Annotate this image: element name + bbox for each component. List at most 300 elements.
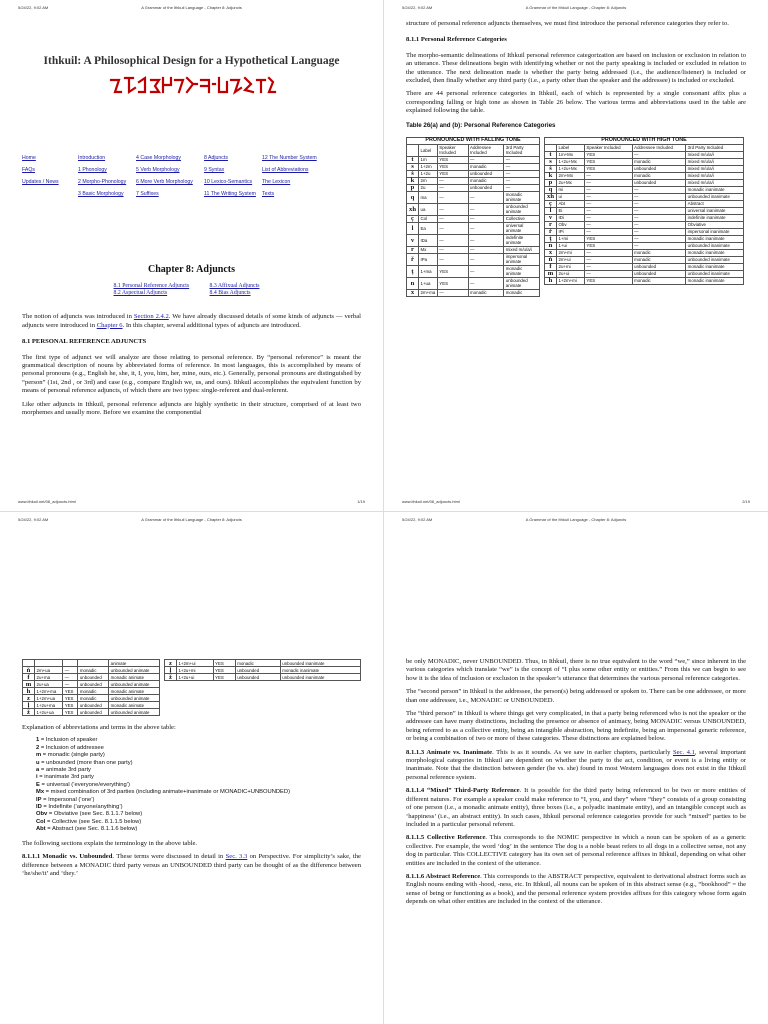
table-cell: — — [584, 228, 632, 235]
table-cell: — — [584, 207, 632, 214]
table-cell: 2m+ui — [557, 256, 585, 263]
affix-consonant: h — [545, 277, 557, 284]
table-row — [23, 667, 160, 674]
nav-link-verb-morphology[interactable]: 5 Verb Morphology — [136, 167, 180, 173]
table-cell: monadic — [78, 667, 109, 674]
table-cell: ui — [557, 193, 585, 200]
table-row — [407, 156, 540, 163]
table-cell: YES — [584, 165, 632, 172]
abbreviation-key: E — [36, 781, 40, 788]
header-title: A Grammar of the Ithkuil Language - Chapter 8: Adjuncts — [525, 5, 627, 10]
footer-url: www.ithkuil.net/08_adjuncts.html — [18, 499, 76, 504]
section-heading-8-1-1: 8.1.1 Personal Reference Categories — [406, 36, 507, 44]
col-header: Addressee Included — [468, 144, 504, 156]
col-header: Addressee Included — [632, 144, 686, 151]
abbreviation-item — [36, 760, 361, 767]
table-row — [23, 688, 160, 695]
nav-link-syntax[interactable]: 9 Syntax — [204, 167, 225, 173]
table-cell: IDi — [557, 214, 585, 221]
table-cell: — — [632, 214, 686, 221]
paragraph: The “third person” in Ithkuil is where things get very complicated, in that a party being referenced who is not the speaker or the addressee can have many distinctions, including the presence or absence of animacy, being MONADIC versus UNBOUNDED, being referred to as a collective entity, being an intangible abstraction, being indefinite, being an impersonal generic reference, or being a combination of two or more of these categories. These distinctions are explained below. — [406, 710, 746, 743]
table-cell: — — [437, 246, 468, 253]
table-cell: monadic inanimate — [686, 277, 744, 284]
text: on Perspective. For simplicity’s sake, the difference between a MONADIC third party versus an UNBOUNDED third party can be thought of as the difference between ‘he/she/it’ and ‘they.’ — [22, 853, 361, 877]
table-row — [407, 246, 540, 253]
table-cell: — — [504, 177, 540, 184]
header-date: 5/24/22, 9:02 AM — [402, 5, 433, 10]
affix-consonant: p — [407, 184, 419, 191]
section-8-1-1-6 — [406, 873, 746, 907]
table-row — [545, 256, 744, 263]
document-page-1 — [0, 0, 384, 512]
affix-consonant: k — [545, 172, 557, 179]
table-cell: YES — [437, 265, 468, 277]
table-row — [545, 158, 744, 165]
table-row — [545, 172, 744, 179]
table-cell: — — [468, 246, 504, 253]
table-cell: — — [63, 667, 78, 674]
abbreviation-list — [36, 737, 361, 833]
table-cell: — — [437, 234, 468, 246]
affix-consonant: v — [545, 214, 557, 221]
table-cell: Ei — [557, 207, 585, 214]
table-cell: — — [632, 200, 686, 207]
text: . This corresponds to the ABSTRACT perspective, equivalent to derivational abstract forms such as English nouns ending with -hood, -ness, etc. In Ithkuil, all nouns can be spoken of in this abstract sense (e.g., “bookhood” = the sense of being or functioning as a book), and the personal reference system provides affixes for this category whose form again depends on what other entities are included in the context of the utterance. — [406, 872, 746, 906]
affix-consonant: ř — [407, 253, 419, 265]
affix-consonant: ž — [164, 674, 176, 681]
section-8-1-1-4 — [406, 787, 746, 829]
affix-consonant: z — [164, 660, 176, 667]
table-cell: YES — [213, 660, 235, 667]
table-cell: monadic — [632, 249, 686, 256]
abbreviation-item — [36, 789, 361, 796]
table-cell: unbounded inanimate — [280, 660, 360, 667]
table-cell: — — [584, 221, 632, 228]
table-row — [545, 221, 744, 228]
table-cell: — — [468, 156, 504, 163]
nav-link-adjuncts[interactable]: 8 Adjuncts — [204, 155, 228, 161]
table-cell: — — [63, 681, 78, 688]
table-cell: 1m+Mx — [557, 151, 585, 158]
affix-consonant: ţ — [407, 265, 419, 277]
table-cell: mixed m/u/a/i — [686, 165, 744, 172]
table-cell: 1+ma — [419, 265, 438, 277]
table-cell: unbounded — [78, 681, 109, 688]
table-cell: IDa — [419, 234, 438, 246]
col-header: 3rd Party Included — [504, 144, 540, 156]
table-cell: 2m+mi — [557, 249, 585, 256]
table-row — [23, 702, 160, 709]
table-cell: — — [632, 151, 686, 158]
text: . It is possible for the third party being referenced to be two or more entities of different natures. For example a speaker could make reference to “I, you, and they” where “they” consists of a group consisting of one person (i.e., a monadic animate entity), three boxes (i.e., a polyadic inanimate entity), and an intangible concept such as ‘happiness’ (i.e., an abstract entity). In such cases, Ithkuil personal reference categories provide for such “mixed” parties to be included in a particular personal referent. — [406, 787, 747, 828]
table-cell: monadic — [78, 688, 109, 695]
page-footer — [402, 499, 750, 505]
site-title: Ithkuil: A Philosophical Design for a Hypothetical Language — [43, 55, 340, 67]
table-cell: — — [632, 207, 686, 214]
abbreviation-definition: = unbounded (more than one party) — [39, 759, 133, 766]
page-1-body — [22, 266, 361, 422]
toc-link-8-2[interactable]: 8.2 Aspectual Adjuncts — [113, 290, 168, 297]
affix-consonant: n — [407, 277, 419, 289]
nav-link-phonology[interactable]: 1 Phonology — [78, 167, 107, 173]
table-row — [23, 660, 160, 667]
tables-row — [406, 137, 746, 297]
table-row — [545, 186, 744, 193]
chapter-title: Chapter 8: Adjuncts — [147, 264, 236, 275]
sec-4-1-link[interactable]: Sec. 4.1 — [672, 748, 695, 756]
affix-consonant: v — [407, 234, 419, 246]
table-cell: 1+2u+ua — [35, 709, 63, 716]
page-number: 2/19 — [742, 499, 750, 504]
table-cell: 1+2m+ma — [35, 688, 63, 695]
table-cell: impersonal animate — [504, 253, 540, 265]
affix-consonant: n — [545, 242, 557, 249]
table-cell: monadic — [504, 289, 540, 296]
nav-link-updates[interactable]: Updates / News — [22, 179, 59, 185]
nav-link-lexico-semantics[interactable]: 10 Lexico-Semantics — [204, 179, 253, 185]
abbreviation-item — [36, 745, 361, 752]
table-cell — [78, 660, 109, 667]
abbreviation-item — [36, 804, 361, 811]
table-cell: 2u — [419, 184, 438, 191]
chapter-6-link[interactable]: Chapter 6 — [96, 321, 123, 329]
sec-3-3-link[interactable]: Sec. 3.3 — [225, 853, 248, 861]
table-title-falling: PRONOUNCED WITH FALLING TONE — [407, 137, 540, 144]
table-cell: — — [584, 249, 632, 256]
toc-link-8-1[interactable]: 8.1 Personal Reference Adjuncts — [113, 283, 190, 290]
table-cell: unbounded — [235, 667, 280, 674]
table-cell: unbounded — [632, 179, 686, 186]
page-4-body — [406, 658, 746, 912]
table-cell: Abstract — [686, 200, 744, 207]
nav-link-basic-morphology[interactable]: 3 Basic Morphology — [78, 191, 124, 197]
header-date: 5/24/22, 9:02 AM — [402, 517, 433, 522]
table-row — [407, 215, 540, 222]
paragraph: structure of personal reference adjuncts themselves, we must first introduce the personal reference categories they refer to. — [406, 20, 729, 27]
table-row — [545, 228, 744, 235]
table-row — [545, 193, 744, 200]
table-cell: monadic — [632, 256, 686, 263]
table-cell: monadic — [632, 277, 686, 284]
table-header-row — [407, 144, 540, 156]
table-cell: mixed m/u/a/i — [686, 158, 744, 165]
table-row — [545, 249, 744, 256]
table-cell: — — [504, 156, 540, 163]
table-cell: — — [584, 214, 632, 221]
table-cell: IPa — [419, 253, 438, 265]
table-cell: monadic animate — [109, 674, 160, 681]
table-cell: — — [437, 222, 468, 234]
footer-url: www.ithkuil.net/08_adjuncts.html — [402, 499, 460, 504]
table-cell: — — [584, 200, 632, 207]
col-header: Speaker Included — [584, 144, 632, 151]
table-cell: 1+2u+ui — [176, 674, 213, 681]
table-cell: — — [584, 193, 632, 200]
nav-link-abbreviations[interactable]: List of Abbreviations — [262, 167, 309, 173]
paragraph: The “second person” in Ithkuil is the addressee, the person(s) being addressed or spoken to. There can be one addressee, or more than one addressee, i.e., MONADIC or UNBOUNDED. — [406, 688, 746, 704]
table-cell: YES — [213, 667, 235, 674]
table-26b-continued — [164, 659, 361, 681]
table-cell: YES — [213, 674, 235, 681]
section-2-4-2-link[interactable]: Section 2.4.2 — [133, 313, 169, 321]
table-cell: — — [468, 277, 504, 289]
nav-link-faqs[interactable]: FAQs — [22, 167, 35, 173]
page-header — [402, 517, 750, 523]
abbreviation-key: m — [36, 752, 42, 759]
chapter-toc — [22, 283, 361, 297]
nav-link-lexicon[interactable]: The Lexicon — [262, 179, 291, 185]
table-row — [407, 289, 540, 296]
table-row — [545, 277, 744, 284]
table-cell: 2u+ui — [557, 270, 585, 277]
table-cell: animate — [109, 660, 160, 667]
abbreviation-key: Col — [36, 818, 46, 825]
affix-consonant: q — [407, 191, 419, 203]
nav-link-suffixes[interactable]: 7 Suffixes — [136, 191, 159, 197]
affix-consonant: ļ — [23, 702, 35, 709]
table-cell: — — [437, 191, 468, 203]
table-cell: 2m+Mx — [557, 172, 585, 179]
table-cell: YES — [584, 235, 632, 242]
affix-consonant: ň — [23, 667, 35, 674]
affix-consonant: l — [407, 222, 419, 234]
abbreviation-key: 1 — [36, 737, 40, 744]
page-header — [18, 5, 365, 11]
section-heading-8-1-1-6: 8.1.1.6 Abstract Reference — [406, 872, 481, 880]
text: . This is as it sounds. As we saw in earlier chapters, particularly — [492, 748, 673, 756]
table-cell: 2m+ua — [35, 667, 63, 674]
abbreviation-key: u — [36, 759, 40, 766]
table-row — [545, 165, 744, 172]
abbreviation-item — [36, 752, 361, 759]
table-row — [407, 184, 540, 191]
site-navigation — [22, 155, 362, 197]
table-row — [23, 674, 160, 681]
table-cell: — — [504, 184, 540, 191]
table-row — [407, 222, 540, 234]
section-8-1-1-3 — [406, 749, 746, 783]
document-page-2 — [384, 0, 768, 512]
section-8-1-1-1 — [22, 853, 361, 878]
table-cell: mixed m/u/a/i — [686, 172, 744, 179]
table-row — [545, 151, 744, 158]
abbreviation-key: Obv — [36, 811, 48, 818]
header-date: 5/24/22, 9:02 AM — [18, 5, 49, 10]
affix-consonant: s — [545, 158, 557, 165]
table-cell: YES — [437, 277, 468, 289]
affix-consonant: p — [545, 179, 557, 186]
nav-link-writing-system[interactable]: 11 The Writing System — [204, 191, 256, 197]
table-cell: — — [437, 177, 468, 184]
table-caption: Table 26(a) and (b): Personal Reference Categories — [406, 121, 556, 129]
nav-link-introduction[interactable]: Introduction — [78, 155, 106, 161]
table-cell: unbounded inanimate — [686, 242, 744, 249]
toc-link-8-4[interactable]: 8.4 Bias Adjuncts — [209, 290, 251, 297]
table-cell: — — [584, 172, 632, 179]
table-cell: monadic — [632, 172, 686, 179]
table-cell: mixed m/u/a/i — [686, 179, 744, 186]
table-cell: monadic — [78, 695, 109, 702]
abbreviation-definition: = Obviative (see Sec. 8.1.1.7 below) — [47, 811, 143, 818]
section-heading-8-1: 8.1 PERSONAL REFERENCE ADJUNCTS — [22, 338, 147, 346]
col-header — [545, 144, 557, 151]
table-header-row — [545, 144, 744, 151]
abbreviation-key: Abt — [36, 826, 46, 833]
header-title: A Grammar of the Ithkuil Language - Chapter 8: Adjuncts — [141, 517, 242, 522]
table-cell: — — [584, 256, 632, 263]
table-cell: mixed m/u/a/i — [504, 246, 540, 253]
table-cell: monadic — [235, 660, 280, 667]
table-cell: — — [437, 184, 468, 191]
intro-text-a: The notion of adjuncts was introduced in — [22, 313, 134, 321]
document-page-3 — [0, 512, 384, 1024]
table-cell: 1+mi — [557, 235, 585, 242]
nav-link-number-system[interactable]: 12 The Number System — [262, 155, 317, 161]
table-cell: YES — [437, 170, 468, 177]
toc-link-8-3[interactable]: 8.3 Affixual Adjuncts — [209, 283, 260, 290]
table-cell: monadic inanimate — [686, 249, 744, 256]
table-cell: IPi — [557, 228, 585, 235]
paragraph: be only MONADIC, never UNBOUNDED. Thus, in Ithkuil, there is no true equivalent to the word “we,” since inherent in the various categories which translate “we” is the concept of “I plus some other entity or entities.” From this we can begin to see how it is the idea of inclusion or exclusion in the speaker’s utterance that determines the various personal reference categories. — [406, 658, 746, 682]
abbreviation-definition: = inanimate 3rd party — [37, 774, 94, 781]
table-cell: YES — [63, 695, 78, 702]
table-cell: YES — [63, 688, 78, 695]
table-cell: 2m — [419, 177, 438, 184]
affix-consonant: k — [407, 177, 419, 184]
table-row — [545, 179, 744, 186]
col-header: 3rd Party Included — [686, 144, 744, 151]
page-2-body — [406, 20, 746, 297]
table-row — [407, 163, 540, 170]
abbreviation-definition: = mixed combination of 3rd parties (including animate+inanimate or MONADIC+UNBOUNDED) — [44, 789, 291, 796]
nav-link-morpho-phonology[interactable]: 2 Morpho-Phonology — [78, 179, 127, 185]
intro-text-b: . We have already discussed details of some kinds of adjuncts — verbal adjuncts were introduced in — [22, 313, 361, 329]
affix-consonant: ç — [407, 215, 419, 222]
table-cell: 1+2m+ua — [35, 695, 63, 702]
table-cell: YES — [584, 151, 632, 158]
table-row — [407, 177, 540, 184]
table-cell: unbounded animate — [109, 709, 160, 716]
affix-consonant: x — [545, 249, 557, 256]
table-cell: monadic animate — [504, 191, 540, 203]
abbreviation-key: ID — [36, 804, 42, 811]
table-cell: unbounded — [632, 270, 686, 277]
table-cell: monadic inanimate — [686, 186, 744, 193]
table-cell: mixed m/u/a/i — [686, 151, 744, 158]
affix-consonant: m — [545, 270, 557, 277]
table-cell: universal animate — [504, 222, 540, 234]
col-header: Label — [419, 144, 438, 156]
table-cell: unbounded inanimate — [280, 674, 360, 681]
table-cell: unbounded animate — [504, 203, 540, 215]
table-cell: YES — [584, 277, 632, 284]
table-cell: 1m — [419, 156, 438, 163]
table-cell: — — [468, 215, 504, 222]
nav-spacer — [22, 191, 78, 197]
abbreviation-item — [36, 737, 361, 744]
table-cell: unbounded — [235, 674, 280, 681]
table-cell: impersonal inanimate — [686, 228, 744, 235]
table-cell: unbounded — [468, 184, 504, 191]
section-heading-8-1-1-1: 8.1.1.1 Monadic vs. Unbounded — [22, 853, 113, 861]
col-header: Speaker Included — [437, 144, 468, 156]
affix-consonant: f — [23, 674, 35, 681]
paragraph: The morpho-semantic delineations of Ithkuil personal reference categorization are based on inclusion or exclusion in relation to an utterance. These delineations begin with identifying whether or not the party speaking is included or excluded in relation to the utterance. The next delineation made is whether the party being addressed (i.e., the audience/listener) is included or excluded, then finally whether any third party (i.e., a party other than the speaker and the addressee) is included or excluded. — [406, 51, 746, 85]
abbreviation-definition: = Indefinite (‘anyone/anything’) — [41, 804, 123, 811]
table-cell: monadic — [468, 289, 504, 296]
table-cell: unbounded inanimate — [686, 256, 744, 263]
abbreviation-key: a — [36, 767, 40, 774]
table-row — [164, 667, 360, 674]
abbreviation-definition: = Impersonal (‘one’) — [41, 796, 95, 803]
table-cell: monadic — [632, 158, 686, 165]
table-cell: unbounded animate — [504, 277, 540, 289]
text: . This corresponds to the NOMIC perspective in which a noun can be spoken of as a generic collective. For example, the word ‘dog’ in the sentence The dog is a noble beast refers to all dogs in a collective sense, not any dog in particular. This COLLECTIVE category has its own set of personal reference affixes in Ithkuil, depending on what other entities are included in the context of the utterance. — [406, 834, 746, 867]
header-date: 5/24/22, 9:02 AM — [18, 517, 49, 522]
affix-consonant: t — [545, 151, 557, 158]
table-cell: unbounded animate — [109, 667, 160, 674]
table-cell: Abt — [557, 200, 585, 207]
table-cell: — — [632, 186, 686, 193]
nav-link-texts[interactable]: Texts — [262, 191, 275, 197]
table-cell: monadic — [468, 177, 504, 184]
abbreviation-definition: = Inclusion of speaker — [39, 737, 98, 744]
table-cell: — — [468, 191, 504, 203]
ithkuil-script-logo — [107, 74, 277, 96]
affix-consonant: ř — [545, 228, 557, 235]
affix-consonant: ç — [545, 200, 557, 207]
nav-link-home[interactable]: Home — [22, 155, 36, 161]
table-cell: 1+2m+ui — [176, 660, 213, 667]
table-cell: Obviative — [686, 221, 744, 228]
table-cell: YES — [437, 156, 468, 163]
affix-consonant: x — [407, 289, 419, 296]
text: , several important morphological categories in Ithkuil are dependent on whether the party to the act, condition, or event is a living entity or inanimate. Note that the distinction between gender (he vs. she) found in most Western languages does not exist in the Ithkuil personal reference system. — [406, 748, 746, 781]
table-cell: mi — [557, 186, 585, 193]
header-title: A Grammar of the Ithkuil Language - Chapter 8: Adjuncts — [141, 5, 242, 10]
table-cell: — — [504, 170, 540, 177]
document-page-4 — [384, 512, 768, 1024]
paragraph: The first type of adjunct we will analyze are those relating to personal reference. By “personal reference” is meant the grammatical description of nouns by abbreviated forms of reference. In most languages, this is accomplished by means of personal pronouns (e.g., English he, she, it, I, you, him, her, mine, ours, etc.). Generally, personal pronouns are distinguished by “person” (1st, 2nd , or 3rd) and case (e.g., compare English we, us, and ours). Ithkuil accomplishes the equivalent function by means of personal reference adjuncts, of which there are two types: single-referent and dual-referent. — [22, 353, 361, 395]
table-cell: ua — [419, 203, 438, 215]
table-row — [545, 207, 744, 214]
table-row — [545, 263, 744, 270]
table-cell: — — [437, 253, 468, 265]
nav-link-more-verb-morphology[interactable]: 6 More Verb Morphology — [136, 179, 193, 185]
table-cell: monadic inanimate — [280, 667, 360, 674]
table-cell: 2u+Mx — [557, 179, 585, 186]
table-cell: — — [632, 193, 686, 200]
col-header — [407, 144, 419, 156]
intro-text-c: . In this chapter, several additional types of adjuncts are introduced. — [122, 321, 301, 329]
abbreviation-item — [36, 811, 361, 818]
affix-consonant: xh — [407, 203, 419, 215]
table-row — [545, 235, 744, 242]
table-cell: 2u+ma — [35, 674, 63, 681]
table-cell: 1+2m — [419, 163, 438, 170]
page-number: 1/19 — [357, 499, 365, 504]
paragraph: Like other adjuncts in Ithkuil, personal reference adjuncts are highly synthetic in their structure, comprised of at least two morphemes and usually more. Before we examine the componential — [22, 400, 361, 417]
abbreviation-definition: = monadic (single party) — [41, 752, 105, 759]
table-cell: — — [632, 235, 686, 242]
affix-consonant: l — [545, 207, 557, 214]
abbreviation-definition: = Inclusion of addressee — [39, 744, 104, 751]
affix-consonant — [23, 660, 35, 667]
affix-consonant: q — [545, 186, 557, 193]
nav-link-case-morphology[interactable]: 4 Case Morphology — [136, 155, 181, 161]
table-cell: — — [63, 674, 78, 681]
abbreviation-item — [36, 797, 361, 804]
